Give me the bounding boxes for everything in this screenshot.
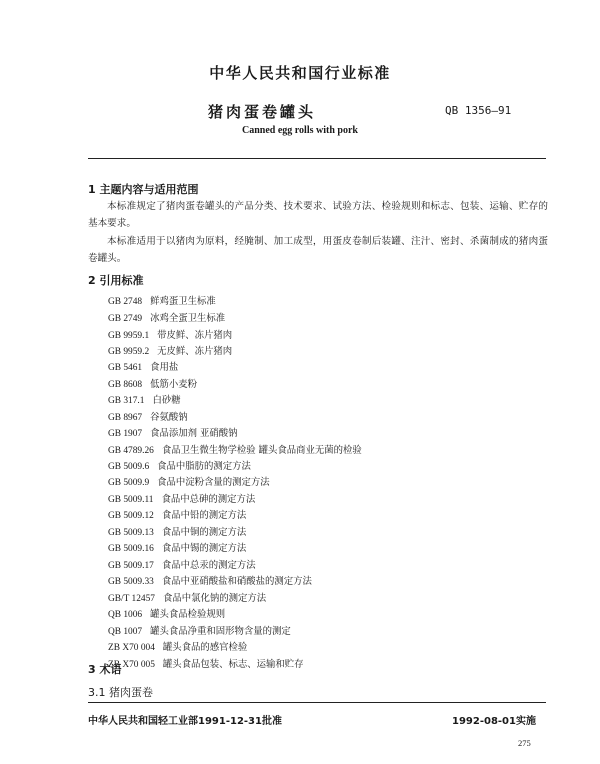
reference-title: 食品中总砷的测定方法	[161, 494, 256, 505]
implementation-date: 1992-08-01实施	[452, 716, 536, 727]
reference-item	[108, 557, 256, 571]
reference-code: QB 1006	[108, 610, 143, 620]
reference-title: 无皮鲜、冻片猪肉	[157, 346, 233, 357]
reference-title: 罐头食品净重和固形物含量的测定	[150, 626, 291, 637]
reference-item	[108, 491, 255, 505]
reference-code: GB 9959.1	[108, 331, 150, 341]
reference-title: 食品中锡的测定方法	[161, 543, 247, 554]
english-subtitle: Canned egg rolls with pork	[242, 125, 358, 136]
reference-item	[108, 590, 266, 604]
reference-code: ZB X70 005	[108, 660, 155, 670]
reference-title: 低筋小麦粉	[150, 379, 198, 390]
reference-title: 罐头食品检验规则	[150, 609, 226, 620]
reference-item	[108, 623, 291, 637]
reference-code: GB 2748	[108, 297, 143, 307]
section-1-paragraph-2: 本标准适用于以猪肉为原料，经腌制、加工成型，用蛋皮卷制后装罐、注汁、密封、杀菌制成的猪肉蛋卷罐头。	[88, 236, 548, 264]
reference-code: GB 5009.13	[108, 528, 154, 538]
reference-title: 食品中铜的测定方法	[161, 527, 247, 538]
reference-code: GB 5009.11	[108, 495, 154, 505]
reference-item	[108, 392, 181, 406]
reference-item	[108, 376, 197, 390]
reference-item	[108, 343, 232, 357]
reference-item	[108, 606, 225, 620]
reference-item	[108, 327, 232, 341]
reference-title: 带皮鲜、冻片猪肉	[157, 330, 233, 341]
reference-item	[108, 540, 246, 554]
reference-title: 白砂糖	[152, 395, 181, 406]
reference-code: GB 5009.33	[108, 577, 154, 587]
reference-item	[108, 310, 225, 324]
reference-item	[108, 442, 362, 456]
reference-code: GB 4789.26	[108, 446, 154, 456]
reference-item	[108, 359, 178, 373]
reference-title: 鲜鸡蛋卫生标准	[150, 296, 216, 307]
approval-note: 中华人民共和国轻工业部1991-12-31批准	[88, 716, 282, 727]
reference-title: 食品卫生微生物学检验 罐头食品商业无菌的检验	[161, 445, 362, 456]
footer-rule	[88, 702, 546, 703]
reference-title: 罐头食品包装、标志、运输和贮存	[162, 659, 304, 670]
section-2-heading: 2 引用标准	[88, 274, 144, 287]
reference-title: 食品中亚硝酸盐和硝酸盐的测定方法	[161, 576, 312, 587]
reference-code: ZB X70 004	[108, 643, 155, 653]
reference-code: GB 2749	[108, 314, 143, 324]
reference-code: GB 5009.16	[108, 544, 154, 554]
standard-code: QB 1356—91	[445, 104, 512, 117]
section-3-1-heading: 3.1 猪肉蛋卷	[88, 686, 153, 699]
reference-code: GB 5009.12	[108, 511, 154, 521]
reference-item	[108, 639, 247, 653]
reference-title: 谷氨酸钠	[150, 412, 188, 423]
reference-title: 食品中总汞的测定方法	[161, 560, 256, 571]
document-title: 猪肉蛋卷罐头	[208, 103, 317, 121]
standard-category: 中华人民共和国行业标准	[209, 64, 391, 82]
reference-item	[108, 293, 216, 307]
reference-item	[108, 524, 246, 538]
reference-title: 食品中铅的测定方法	[161, 510, 247, 521]
section-1-heading: 1 主题内容与适用范围	[88, 183, 199, 196]
reference-code: QB 1007	[108, 627, 143, 637]
reference-code: GB/T 12457	[108, 594, 155, 604]
reference-item	[108, 425, 237, 439]
section-3-heading: 3 术语	[88, 663, 122, 676]
header-rule	[88, 158, 546, 159]
reference-code: GB 9959.2	[108, 347, 150, 357]
reference-code: GB 5009.17	[108, 561, 154, 571]
reference-code: GB 5461	[108, 363, 143, 373]
section-1-paragraph-1: 本标准规定了猪肉蛋卷罐头的产品分类、技术要求、试验方法、检验规则和标志、包装、运输、贮存的基本要求。	[88, 201, 548, 229]
reference-item	[108, 573, 312, 587]
reference-title: 冰鸡全蛋卫生标准	[150, 313, 226, 324]
reference-code: GB 8608	[108, 380, 143, 390]
reference-title: 食用盐	[150, 362, 179, 373]
reference-item	[108, 656, 304, 670]
reference-title: 食品中氯化钠的测定方法	[162, 593, 267, 604]
reference-title: 食品中淀粉含量的测定方法	[157, 477, 270, 488]
reference-code: GB 317.1	[108, 396, 145, 406]
reference-title: 罐头食品的感官检验	[162, 642, 248, 653]
reference-item	[108, 409, 188, 423]
page-number: 275	[518, 738, 531, 748]
reference-code: GB 8967	[108, 413, 143, 423]
reference-item	[108, 458, 251, 472]
reference-item	[108, 507, 246, 521]
reference-item	[108, 474, 270, 488]
reference-code: GB 1907	[108, 429, 143, 439]
reference-title: 食品添加剂 亚硝酸钠	[150, 428, 238, 439]
reference-code: GB 5009.9	[108, 478, 150, 488]
reference-code: GB 5009.6	[108, 462, 150, 472]
reference-title: 食品中脂肪的测定方法	[157, 461, 251, 472]
